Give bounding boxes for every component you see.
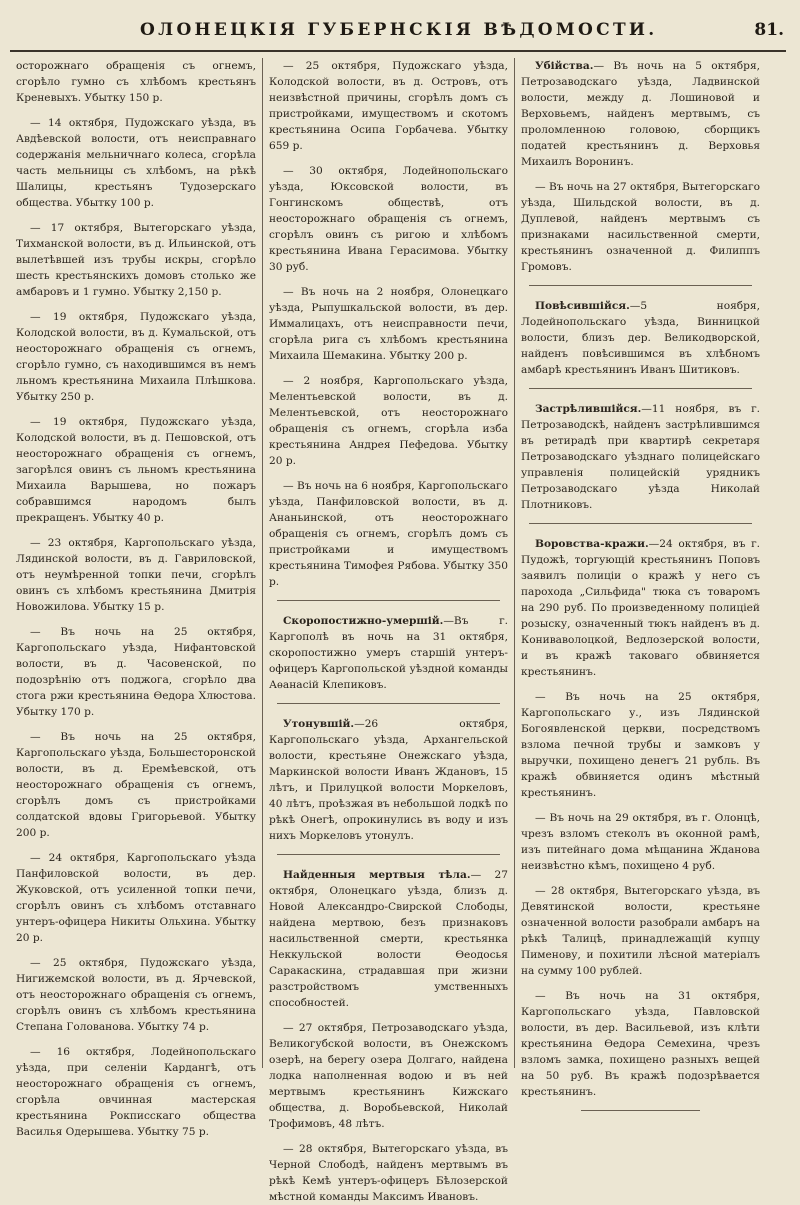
page-number: 81. (754, 20, 784, 40)
section-heading: Застрѣлившійся. (535, 403, 642, 415)
section-divider (529, 523, 752, 524)
sudden-death-report (269, 613, 508, 693)
drowned-report (269, 716, 508, 844)
fire-report: осторожнаго обращенія съ огнемъ, сгорѣло гумно съ хлѣбомъ крестьянъ Креневыхъ. Убытку 150 р. (16, 60, 256, 104)
theft-report: — 28 октября, Вытегорскаго уѣзда, въ Девятинской волости, крестьяне означенной волости разобрали амбаръ на рѣкѣ Талицѣ, принадлежащій купцу Пименову, и похитили лѣсной матеріалъ на сумму 100 рублей. (521, 885, 760, 977)
fire-report: — 25 октября, Пудожскаго уѣзда, Колодской волости, въ д. Островъ, отъ неизвѣстной причины, сгорѣлъ домъ съ пристройками, имуществомъ и скотомъ крестьянина Осипа Горбачева. Убытку 659 р. (269, 60, 508, 152)
masthead-title: ОЛОНЕЦКІЯ ГУБЕРНСКІЯ ВѢДОМОСТИ. (140, 20, 658, 40)
fire-report: — Въ ночь на 25 октября, Каргопольскаго уѣзда, Нифантовской волости, въ д. Часовенской, по подозрѣнію отъ поджога, сгорѣло два стога ржи крестьянина Ѳедора Хлюстова. Убытку 170 р. (16, 626, 256, 718)
section-body: — 27 октября, Олонецкаго уѣзда, близъ д. Новой Александро-Свирской Слободы, найдена мертвою, безъ признаковъ насильственной смерти, крестьянка Неккульской волости Ѳеодосья Саракаскина, страдавшая при жизни разстройствомъ умственныхъ способностей. (269, 869, 508, 1009)
section-divider (529, 388, 752, 389)
found-dead-report: — 28 октября, Вытегорскаго уѣзда, въ Черной Слободѣ, найденъ мертвымъ въ рѣкѣ Кемѣ унтеръ-офицеръ Бѣлозерской мѣстной команды Максимъ Ивановъ. (269, 1143, 508, 1203)
section-divider (529, 285, 752, 286)
found-dead-report: — 27 октября, Петрозаводскаго уѣзда, Великогубской волости, въ Онежскомъ озерѣ, на берегу озера Долгаго, найдена лодка наполненная водою и въ ней мертвымъ крестьянинъ Кижскаго общества, д. Воробьевской, Николай Трофимовъ, 48 лѣтъ. (269, 1022, 508, 1130)
fire-report: — 24 октября, Каргопольскаго уѣзда Панфиловской волости, въ дер. Жуковской, отъ усиленной топки печи, сгорѣлъ овинъ съ хлѣбомъ отставнаго унтеръ-офицера Никиты Ольхина. Убытку 20 р. (16, 852, 256, 944)
section-divider (277, 854, 500, 855)
section-heading: Скоропостижно-умершій. (283, 615, 444, 627)
fire-report: — Въ ночь на 6 ноября, Каргопольскаго уѣзда, Панфиловской волости, въ д. Ананьинской, отъ неосторожнаго обращенія съ огнемъ, сгорѣлъ домъ съ пристройками и имуществомъ крестьянина Тимофея Рябова. Убытку 350 р. (269, 480, 508, 588)
fire-report: — 17 октября, Вытегорскаго уѣзда, Тихманской волости, въ д. Ильинской, отъ вылетѣвшей изъ трубы искры, сгорѣло шесть крестьянскихъ домовъ столько же амбаровъ и 1 гумно. Убытку 2,150 р. (16, 222, 256, 298)
section-body: — Въ ночь на 5 октября, Петрозаводскаго уѣзда, Ладвинской волости, между д. Лошиновой и Верховьемъ, найденъ мертвымъ, съ проломленною головою, сборщикъ податей крестьянинъ д. Верховья Михаилъ Воронинъ. (521, 60, 760, 168)
theft-report: — Въ ночь на 25 октября, Каргопольскаго у., изъ Лядинской Богоявленской церкви, посредствомъ взлома печной трубы и замковъ у выручки, похищено денегъ 21 рубль. Въ кражѣ обвиняется одинъ мѣстный крестьянинъ. (521, 691, 760, 799)
column-right (514, 58, 766, 1098)
fire-report: — 23 октября, Каргопольскаго уѣзда, Лядинской волости, въ д. Гавриловской, отъ неумѣренной топки печи, сгорѣлъ овинъ съ хлѣбомъ крестьянина Дмитрія Новожилова. Убытку 15 р. (16, 537, 256, 613)
theft-report: — Въ ночь на 29 октября, въ г. Олонцѣ, чрезъ взломъ стеколъ въ оконной рамѣ, изъ питейнаго дома мѣщанина Жданова неизвѣстно кѣмъ, похищено 4 руб. (521, 812, 760, 872)
section-heading: Воровства-кражи. (535, 538, 649, 550)
fire-report: — 25 октября, Пудожскаго уѣзда, Нигижемской волости, въ д. Ярчевской, отъ неосторожнаго обращенія съ огнемъ, сгорѣлъ овинъ съ хлѣбомъ крестьянина Степана Голованова. Убытку 74 р. (16, 957, 256, 1033)
column-left (10, 58, 262, 1138)
found-dead-report (269, 867, 508, 1011)
section-body: —11 ноября, въ г. Петрозаводскѣ, найденъ застрѣлившимся въ ретирадѣ при квартирѣ секретаря Петрозаводскаго уѣзднаго полицейскаго управленія полицейскій урядникъ Петрозаводскаго уѣзда Николай Плотниковъ. (521, 403, 760, 511)
fire-report: — 14 октября, Пудожскаго уѣзда, въ Авдѣевской волости, отъ неисправнаго содержанія мельничнаго колеса, сгорѣла часть мельницы съ хлѣбомъ, на рѣкѣ Шалицы, крестьянъ Тудозерскаго общества. Убытку 100 р. (16, 117, 256, 209)
section-body: —5 ноября, Лодейнопольскаго уѣзда, Винницкой волости, близъ дер. Великодворской, найденъ повѣсившимся въ хлѣбномъ амбарѣ крестьянинъ Иванъ Шитиковъ. (521, 300, 760, 376)
fire-report: — 16 октября, Лодейнопольскаго уѣзда, при селеніи Кардангѣ, отъ неосторожнаго обращенія съ огнемъ, сгорѣла овчинная мастерская крестьянина Рокписскаго общества Василья Одерышева. Убытку 75 р. (16, 1046, 256, 1138)
section-body: —Въ г. Каргополѣ въ ночь на 31 октября, скоропостижно умеръ старшій унтеръ-офицеръ Каргопольской уѣздной команды Аѳанасій Клепиковъ. (269, 615, 508, 691)
section-heading: Найденныя мертвыя тѣла. (283, 869, 471, 881)
fire-report: — 19 октября, Пудожскаго уѣзда, Колодской волости, въ д. Кумальской, отъ неосторожнаго обращенія съ огнемъ, сгорѣло гумно, съ находившимся въ немъ льномъ крестьянина Михаила Плѣшкова. Убытку 250 р. (16, 311, 256, 403)
fire-report: — 19 октября, Пудожскаго уѣзда, Колодской волости, въ д. Пешовской, отъ неосторожнаго обращенія съ огнемъ, загорѣлся овинъ съ льномъ крестьянина Михаила Варышева, но пожаръ собравшимся народомъ былъ прекращенъ. Убытку 40 р. (16, 416, 256, 524)
section-heading: Убійства. (535, 60, 594, 72)
theft-report: — Въ ночь на 31 октября, Каргопольскаго уѣзда, Павловской волости, въ дер. Васильевой, изъ клѣти крестьянина Ѳедора Семехина, чрезъ взломъ замка, похищено разныхъ вещей на 50 руб. Въ кражѣ подозрѣвается крестьянинъ. (521, 990, 760, 1098)
hanged-report (521, 298, 760, 378)
shot-report (521, 401, 760, 513)
fire-report: — Въ ночь на 25 октября, Каргопольскаго уѣзда, Большесторонской волости, въ д. Еремѣевской, отъ неосторожнаго обращенія съ огнемъ, сгорѣлъ домъ съ пристройками солдатской вдовы Григорьевой. Убытку 200 р. (16, 731, 256, 839)
theft-report (521, 536, 760, 680)
fire-report: — 30 октября, Лодейнопольскаго уѣзда, Юксовской волости, въ Гонгинскомъ обществѣ, отъ неосторожнаго обращенія съ огнемъ, сгорѣлъ овинъ съ ригою и хлѣбомъ крестьянина Ивана Герасимова. Убытку 30 руб. (269, 165, 508, 273)
end-divider (581, 1110, 700, 1111)
section-divider (277, 703, 500, 704)
section-divider (277, 600, 500, 601)
columns (10, 58, 786, 1203)
section-heading: Повѣсившійся. (535, 300, 630, 312)
murder-report: — Въ ночь на 27 октября, Вытегорскаго уѣзда, Шильдской волости, въ д. Дуплевой, найденъ мертвымъ съ признаками насильственной смерти, крестьянинъ означенной д. Филиппъ Громовъ. (521, 181, 760, 273)
section-body: —24 октября, въ г. Пудожѣ, торгующій крестьянинъ Поповъ заявилъ полиціи о кражѣ у него съ парохода „Сильфида" тюка съ товаромъ на 290 руб. По произведенному полиціей розыску, означенный тюкъ найденъ въ д. Кониваволоцкой, Ведлозерской волости, и въ кражѣ таковаго обвиняется крестьянинъ. (521, 538, 760, 678)
murder-report (521, 58, 760, 170)
section-heading: Утонувшій. (283, 718, 355, 730)
fire-report: — Въ ночь на 2 ноября, Олонецкаго уѣзда, Рыпушкальской волости, въ дер. Иммалицахъ, отъ неисправности печи, сгорѣла рига съ хлѣбомъ крестьянина Михаила Шемакина. Убытку 200 р. (269, 286, 508, 362)
column-middle (262, 58, 514, 1203)
fire-report: — 2 ноября, Каргопольскаго уѣзда, Мелентьевской волости, въ д. Мелентьевской, отъ неосторожнаго обращенія съ огнемъ, сгорѣла изба крестьянина Андрея Пефедова. Убытку 20 р. (269, 375, 508, 467)
section-body: —26 октября, Каргопольскаго уѣзда, Архангельской волости, крестьяне Онежскаго уѣзда, Маркинской волости Иванъ Ждановъ, 15 лѣтъ, и Прилуцкой волости Моркеловъ, 40 лѣтъ, проѣзжая въ небольшой лодкѣ по рѣкѣ Онегѣ, опрокинулись въ воду и изъ нихъ Моркеловъ утонулъ. (269, 718, 508, 842)
masthead (10, 16, 786, 52)
